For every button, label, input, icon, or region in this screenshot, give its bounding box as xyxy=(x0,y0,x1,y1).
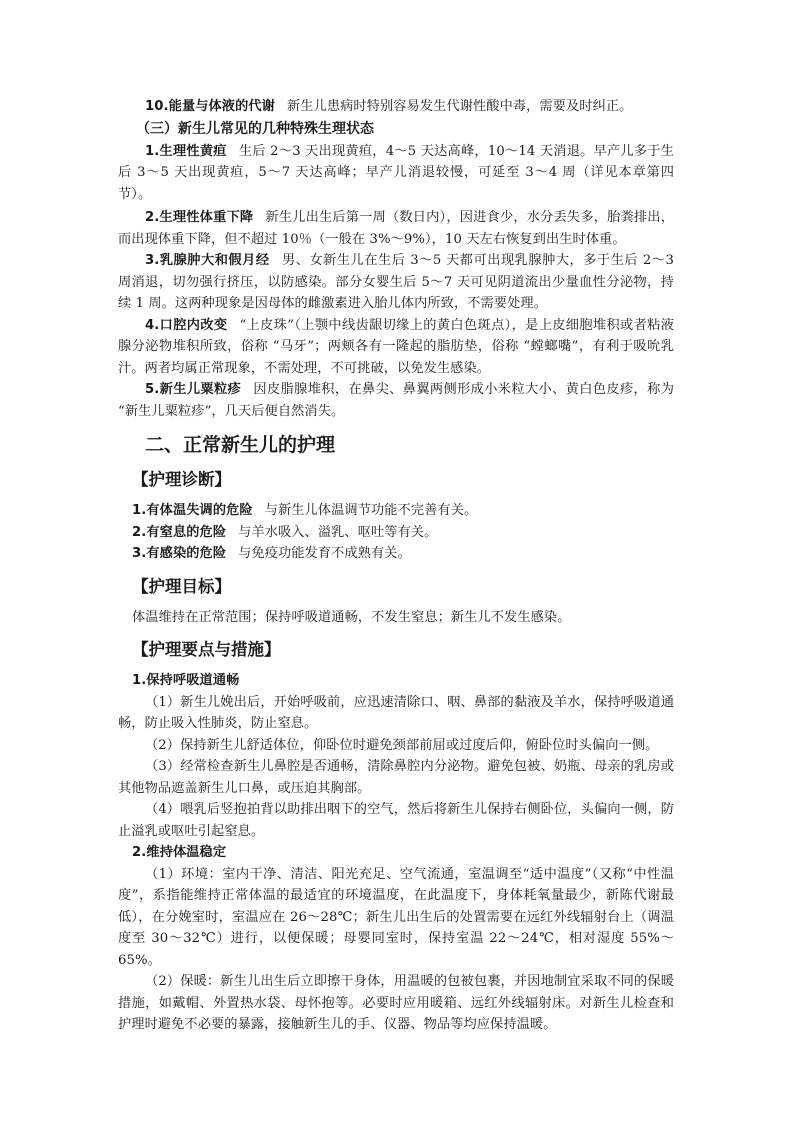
diagnosis-item-asphyxia xyxy=(118,522,674,544)
measure-heading-temperature: 2.维持体温稳定 xyxy=(132,845,227,860)
para-jaundice-text: 生后 2～3 天出现黄疸，4～5 天达高峰，10～14 天消退。早产儿多于生后 3～5 天出现黄疸，5～7 天达高峰；早产儿消退较慢，可延至 3～4 周（详见本章第四节）。 xyxy=(118,143,674,202)
para-oral-changes xyxy=(118,315,674,380)
para-physiological-jaundice xyxy=(118,141,674,206)
airway-item-1: （1）新生儿娩出后，开始呼吸前，应迅速清除口、咽、鼻部的黏液及羊水，保持呼吸道通畅，防止吸入性肺炎，防止窒息。 xyxy=(118,694,674,731)
section-heading-newborn-care: 二、正常新生儿的护理 xyxy=(145,434,336,456)
diagnosis-2-heading: 2.有窒息的危险 xyxy=(132,524,227,540)
para-jaundice-heading: 1.生理性黄疸 xyxy=(145,143,227,159)
para-breast-text: 男、女新生儿在生后 3～5 天都可出现乳腺肿大，多于生后 2～3 周消退，切勿强行挤压，以防感染。部分女婴生后 5～7 天可见阴道流出少量血性分泌物，持续 1 周。这两种现象是因母体的雌激素进入胎儿体内所致，不需要处理。 xyxy=(118,253,674,311)
para-energy-fluid-heading: 10.能量与体液的代谢 xyxy=(145,99,275,114)
nursing-goal-text: 体温维持在正常范围；保持呼吸道通畅，不发生窒息；新生儿不发生感染。 xyxy=(132,609,571,625)
airway-item-2: （2）保持新生儿舒适体位，仰卧位时避免颈部前屈或过度后仰，俯卧位时头偏向一侧。 xyxy=(145,737,659,753)
temperature-item-1: （1）环境：室内干净、清洁、阳光充足、空气流通，室温调至“适中温度”（又称“中性温度”，系指能维持正常体温的最适宜的环境温度，在此温度下，身体耗氧量最少，新陈代谢最低），在分娩室时，室温应在 26～28℃；新生儿出生后的处置需要在远红外线辐射台上（调温度至 30～32℃）进行，以便保暖；母婴同室时，保持室温 22～24℃，相对湿度 55%～65%。 xyxy=(118,866,674,968)
para-weight-loss xyxy=(118,207,674,250)
temperature-item-2: （2）保暖：新生儿出生后立即擦干身体，用温暖的包被包裹，并因地制宜采取不同的保暖措施，如戴帽、外置热水袋、母怀抱等。必要时应用暖箱、远红外线辐射床。对新生儿检查和护理时避免不必要的暴露，接触新生儿的手、仪器、物品等均应保持温暖。 xyxy=(118,974,674,1032)
airway-item-4: （4）喂乳后竖抱拍背以助排出咽下的空气，然后将新生儿保持右侧卧位，头偏向一侧，防止溢乳或呕吐引起窒息。 xyxy=(118,802,674,839)
heading-nursing-diagnosis: 【护理诊断】 xyxy=(132,470,231,489)
measure-heading-airway: 1.保持呼吸道通畅 xyxy=(132,673,240,688)
para-oral-text: “上皮珠”（上颚中线齿龈切缘上的黄白色斑点），是上皮细胞堆积或者粘液腺分泌物堆积所致，俗称 “马牙”；两颊各有一隆起的脂肪垫，俗称 “螳螂嘴”，有利于吸吮乳汁。两者均属正常现象，不需处理，不可挑破，以免发生感染。 xyxy=(118,317,674,376)
heading-nursing-goals: 【护理目标】 xyxy=(132,576,231,596)
diagnosis-2-text: 与羊水吸入、溢乳、呕吐等有关。 xyxy=(238,524,438,540)
diagnosis-1-heading: 1.有体温失调的危险 xyxy=(132,503,253,518)
para-breast-heading: 3.乳腺肿大和假月经 xyxy=(145,253,270,268)
diagnosis-3-heading: 3.有感染的危险 xyxy=(132,546,227,561)
para-oral-heading: 4.口腔内改变 xyxy=(145,317,228,333)
diagnosis-1-text: 与新生儿体温调节功能不完善有关。 xyxy=(264,503,478,518)
diagnosis-3-text: 与免疫功能发育不成熟有关。 xyxy=(238,546,411,561)
para-breast-swelling xyxy=(118,250,674,315)
para-milia-text: 因皮脂腺堆积，在鼻尖、鼻翼两侧形成小米粒大小、黄白色皮疹，称为 “新生儿粟粒疹”，几天后便自然消失。 xyxy=(118,382,674,419)
para-energy-fluid xyxy=(118,96,674,118)
diagnosis-item-temperature xyxy=(118,500,674,522)
para-milia-heading: 5.新生儿粟粒疹 xyxy=(145,382,242,397)
para-weight-loss-text: 新生儿出生后第一周（数日内），因进食少，水分丢失多，胎粪排出，而出现体重下降，但不超过 10％（一般在 3%～9%），10 天左右恢复到出生时体重。 xyxy=(118,210,674,247)
para-weight-loss-heading: 2.生理性体重下降 xyxy=(145,210,254,225)
para-milia xyxy=(118,379,674,422)
heading-nursing-measures: 【护理要点与措施】 xyxy=(132,640,281,659)
airway-item-3: （3）经常检查新生儿鼻腔是否通畅，清除鼻腔内分泌物。避免包被、奶瓶、母亲的乳房或其他物品遮盖新生儿口鼻，或压迫其胸部。 xyxy=(118,759,674,796)
para-energy-fluid-text: 新生儿患病时特别容易发生代谢性酸中毒，需要及时纠正。 xyxy=(286,99,633,114)
diagnosis-item-infection xyxy=(118,543,674,565)
document-page xyxy=(118,96,674,1036)
subsection-heading-special-states: （三）新生儿常见的几种特殊生理状态 xyxy=(136,120,374,137)
